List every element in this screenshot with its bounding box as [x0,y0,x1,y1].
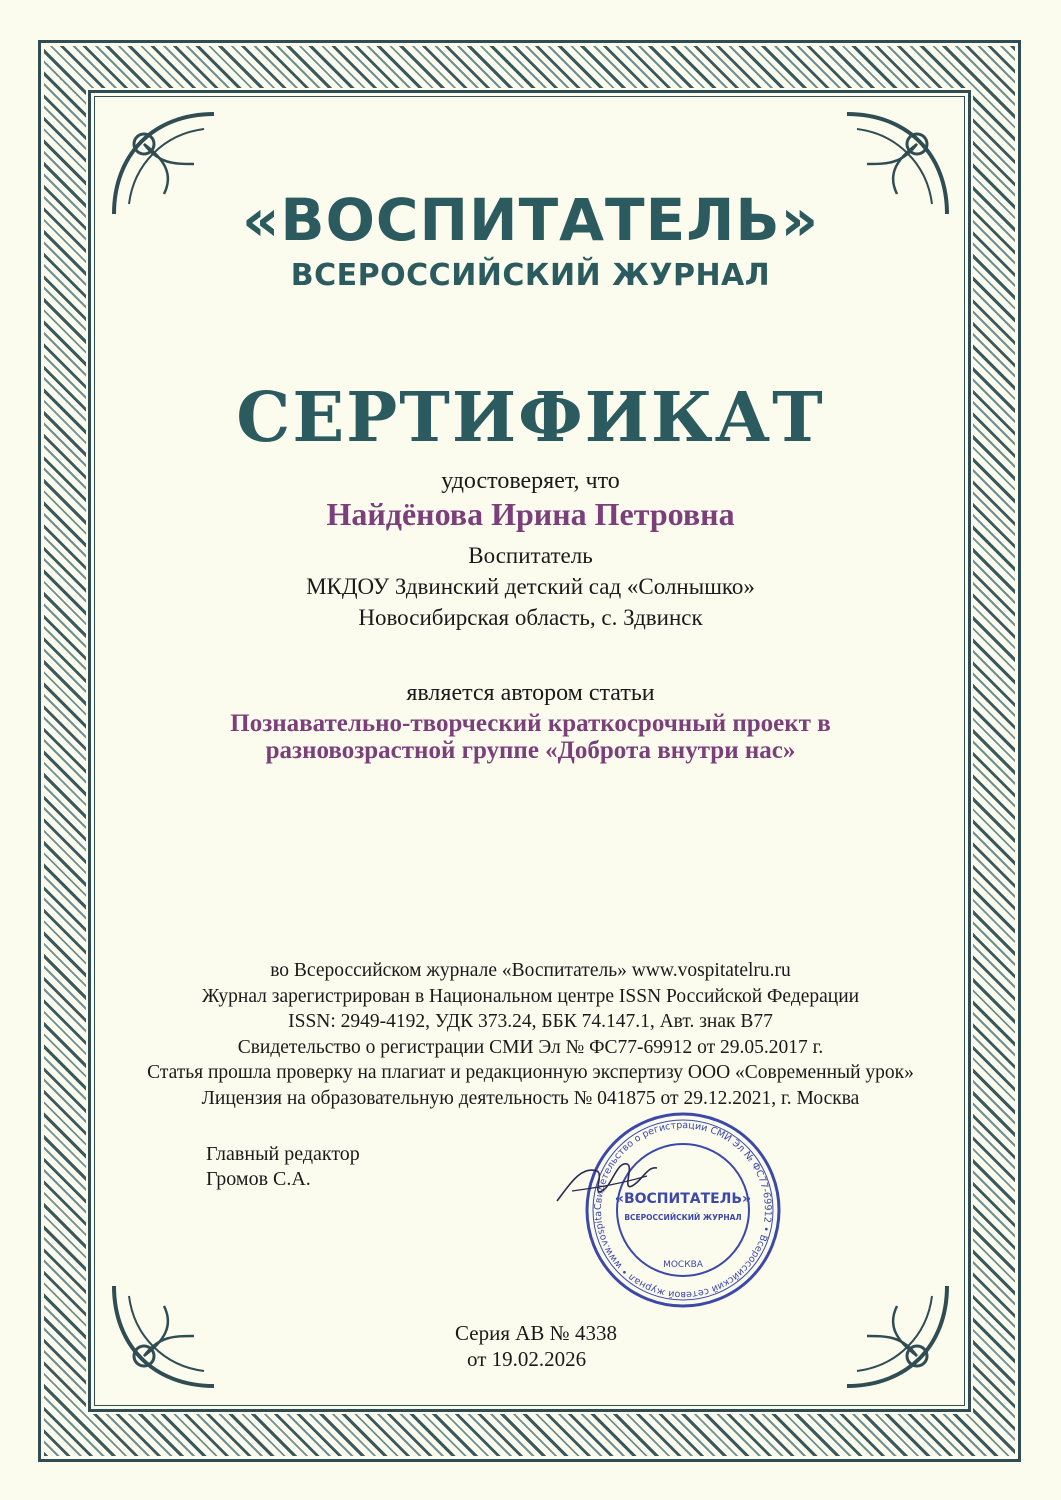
recipient-name: Найдёнова Ирина Петровна [326,496,735,532]
serial-block [455,1320,617,1372]
editor-name: Громов С.А. [206,1168,311,1190]
issue-date: 19.02.2026 [491,1347,587,1371]
recipient-region: Новосибирская область, с. Здвинск [358,605,703,630]
corner-flourish-bottom-right [837,1276,957,1396]
stamp-title: «ВОСПИТАТЕЛЬ» [614,1191,752,1207]
certifies-text: удостоверяет, что [441,468,620,494]
detail-line: ISSN: 2949-4192, УДК 373.24, ББК 74.147.1, Авт. знак В77 [288,1011,773,1032]
stamp-ring-text: Свидетельство о регистрации СМИ Эл № ФС77-69912 • Всероссийский сетевой журнал • www.vospita [592,1119,774,1301]
detail-line: во Всероссийском журнале «Воспитатель» www.vospitatelru.ru [270,960,791,981]
date-prefix: от [467,1347,487,1371]
recipient-role: Воспитатель [468,543,593,568]
recipient-organization: МКДОУ Здвинский детский сад «Солнышко» [306,574,755,599]
editor-signature [552,1146,662,1216]
detail-line: Свидетельство о регистрации СМИ Эл № ФС77-69912 от 29.05.2017 г. [237,1036,824,1058]
certificate-heading: СЕРТИФИКАТ [236,378,825,458]
article-title: Познавательно-творческий краткосрочный проект в разновозрастной группе «Доброта внутри нас» [230,710,831,764]
stamp-city: МОСКВА [663,1260,703,1270]
detail-line: Статья прошла проверку на плагиат и редакционную экспертизу ООО «Современный урок» [147,1062,914,1083]
detail-line: Журнал зарегистрирован в Национальном центре ISSN Российской Федерации [201,985,860,1007]
stamp-subtitle: ВСЕРОССИЙСКИЙ ЖУРНАЛ [624,1213,742,1222]
journal-title: «ВОСПИТАТЕЛЬ» [241,186,820,254]
editor-title: Главный редактор [206,1143,360,1165]
serial-number: Серия АВ № 4338 [455,1321,617,1345]
detail-line: Лицензия на образовательную деятельность № 041875 от 29.12.2021, г. Москва [201,1087,860,1109]
editor-block [206,1142,360,1192]
corner-flourish-bottom-left [104,1276,224,1396]
author-line: является автором статьи [406,680,655,706]
journal-details [80,958,981,1111]
issue-date-line [455,1346,617,1372]
journal-subtitle: ВСЕРОССИЙСКИЙ ЖУРНАЛ [290,258,771,293]
